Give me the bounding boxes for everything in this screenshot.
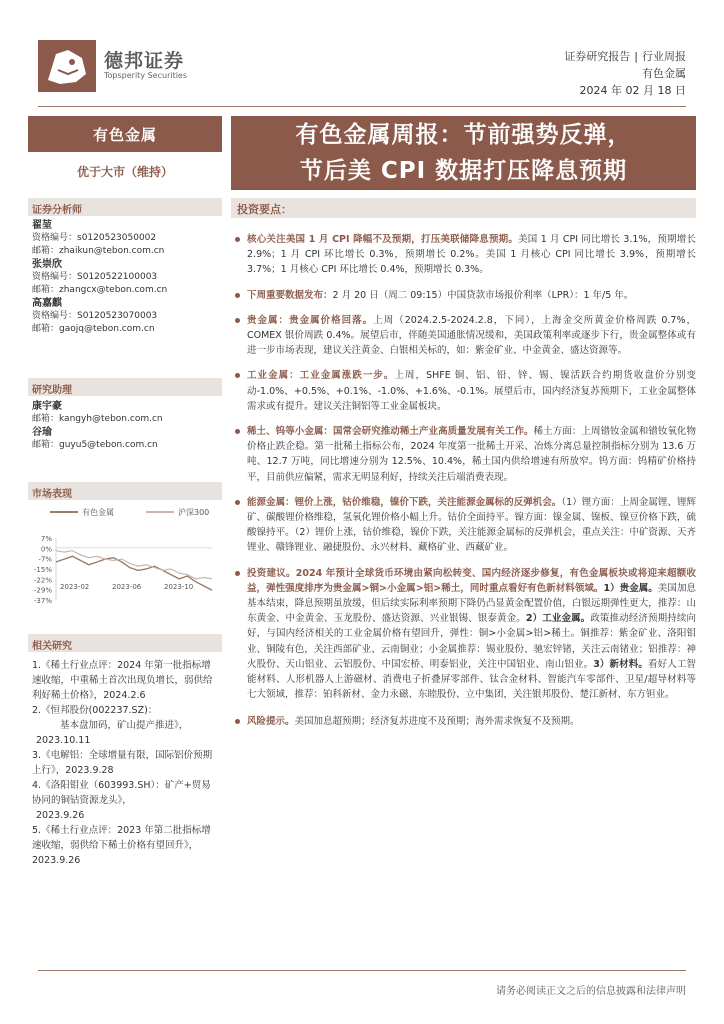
analyst <box>28 219 222 258</box>
title-line-2: 节后美 CPI 数据打压降息预期 <box>299 158 628 184</box>
keypoints-heading: 投资要点： <box>231 198 696 218</box>
analyst-name: 高嘉麒 <box>32 298 62 309</box>
market-heading: 市场表现 <box>28 482 222 500</box>
brand-name-en: Topsperity Securities <box>104 71 188 80</box>
report-type-line <box>564 48 686 65</box>
sector-label: 有色金属 <box>28 116 222 152</box>
analysts-heading: 证券分析师 <box>28 198 222 216</box>
y-tick-label: -7% <box>38 555 52 564</box>
keypoint-body: （1）锂方面：上周金属锂、锂辉矿、碳酸锂价格维稳，氢氧化锂价格小幅上升。钴价全面持平。镍方面：镍金属、镍板、镍豆价格下跌，硫酸镍持平。（2）锂价上涨，钴价维稳，镍价下跌，关注能源金属标的反弹机会，重点关注：中矿资源、天齐锂业、赣锋锂业、融捷股份、永兴材料、藏格矿业、西藏矿业。 <box>247 496 696 554</box>
keypoint-body: 看好人工智能材料、人形机器人上游磁材、消费电子折叠屏零部件、钛合金材料、智能汽车零部件、卫星/超导材料等七大领域，推荐：铂科新材、金力永磁、东睦股份、立中集团，关注银邦股份、楚江新材、东方钽业。 <box>247 658 696 701</box>
y-tick-label: -15% <box>33 566 52 574</box>
keypoint-body: 美国加息基本结束，降息预期虽放缓，但后续实际利率预期下降仍凸显黄金配置价值，白银远期弹性更大，推荐：山东黄金、中金黄金、玉龙股份、盛达资源、兴业银锡、银泰黄金。 <box>247 582 696 625</box>
assistant-email[interactable]: 邮箱：kangyh@tebon.com.cn <box>32 414 163 424</box>
assistant-list <box>28 396 222 452</box>
keypoint-lead: 贵金属：贵金属价格回落。 <box>247 314 374 326</box>
separator: | <box>634 50 638 63</box>
research-item[interactable]: 5.《稀土行业点评：2023 年第二批指标增速收缩，弱供给下稀土价格有望回升》，2023.9.26 <box>32 825 211 866</box>
assistant <box>28 400 222 426</box>
header-divider <box>38 106 686 107</box>
keypoint-body: 2 月 20 日（周二 09:15）中国贷款市场报价利率（LPR）：1 年/5 年。 <box>332 289 634 301</box>
research-heading: 相关研究 <box>28 634 222 652</box>
assistant-name: 谷瑜 <box>32 427 52 438</box>
brand-mark-icon <box>38 40 96 92</box>
research-item[interactable]: 1.《稀土行业点评：2024 年第一批指标增速收缩，中重稀土首次出现负增长，弱供给利好稀土价格》，2024.2.6 <box>32 660 213 701</box>
analyst-cert: 资格编号：S0120523070003 <box>32 311 158 321</box>
market-section <box>28 482 222 610</box>
keypoint-lead: 下周重要数据发布： <box>247 289 333 301</box>
y-tick-label: -29% <box>33 586 52 595</box>
market-chart-svg <box>28 500 222 610</box>
keypoints-list <box>231 232 696 730</box>
research-item[interactable]: 2023.10.11 <box>36 735 91 746</box>
y-tick-label: 0% <box>40 545 52 554</box>
analyst <box>28 258 222 297</box>
legend-label: 有色金属 <box>82 508 114 517</box>
analyst-email[interactable]: 邮箱：gaojq@tebon.com.cn <box>32 324 155 334</box>
analyst-email[interactable]: 邮箱：zhangcx@tebon.com.cn <box>32 285 168 295</box>
brand-logo <box>38 40 188 92</box>
series-line-1 <box>56 551 212 579</box>
analyst-cert: 资格编号：s0120523050002 <box>32 233 157 243</box>
keypoint-item <box>231 714 696 729</box>
keypoint-item <box>231 368 696 414</box>
keypoint-lead: 风险提示。 <box>247 716 295 728</box>
keypoint-subhead: 3）新材料。 <box>593 658 648 670</box>
keypoint-body: 稀土方面：上周镨钕金属和镨钕氧化物价格止跌企稳。第一批稀土指标公布，2024 年度第一批稀土开采、冶炼分离总量控制指标分别为 13.6 万吨、12.7 万吨，同比增速分别为 12.5%、10.4%，稀土国内供给增速有所放窄。钨方面：钨精矿价格持平，目前供应偏紧，需求无明显利好，持续关注后端消费表现。 <box>247 426 696 483</box>
assistant <box>28 426 222 452</box>
keypoint-item <box>231 313 696 359</box>
analyst-name: 翟堃 <box>32 220 52 231</box>
analyst-cert: 资格编号：S0120522100003 <box>32 272 158 282</box>
keypoint-lead: 能源金属：锂价上涨，钴价维稳，镍价下跌，关注能源金属标的反弹机会。 <box>247 496 562 508</box>
research-item[interactable]: 基本盘加码，矿山提产推进》， <box>60 720 189 731</box>
y-tick-label: 7% <box>40 535 52 543</box>
assistants-heading: 研究助理 <box>28 378 222 396</box>
keypoint-item <box>231 232 696 278</box>
analyst-list <box>28 216 222 336</box>
keypoint-item <box>231 424 696 485</box>
x-tick-label: 2023-10 <box>164 582 194 591</box>
y-tick-label: -37% <box>33 597 52 605</box>
brand-name-cn: 德邦证券 <box>104 50 185 72</box>
assistant-name: 康宇豪 <box>32 401 62 412</box>
y-tick-label: -22% <box>33 576 52 585</box>
title-line-1: 有色金属周报：节前强势反弹， <box>295 122 632 148</box>
keypoint-item <box>231 495 696 556</box>
rating: 优于大市（维持） <box>76 165 173 179</box>
assistant-email[interactable]: 邮箱：guyu5@tebon.com.cn <box>32 440 158 450</box>
assistants-section <box>28 378 222 452</box>
keypoint-subhead: 2）工业金属。 <box>525 613 591 625</box>
keypoint-body: 政策推动经济预期持续向好，与国内经济相关的工业金属价格有望回升，弹性：铜>小金属>铝>稀土。铜推荐：紫金矿业、洛阳钼业、铜陵有色，关注西部矿业、云南铜业；小金属推荐：锡业股份、驰宏锌锗，关注云南锗业；铝推荐：神火股份、天山铝业、云铝股份、中国宏桥、明泰铝业，关注中国铝业、南山铝业。 <box>247 613 696 670</box>
keypoint-lead: 核心关注美国 1 月 CPI 降幅不及预期，打压美联储降息预期。 <box>247 234 519 245</box>
keypoint-body: 上周，SHFE 铜、铝、铅、锌、锡、镍活跃合约期货收盘价分别变动-1.0%、+0.5%、+0.1%、-1.0%、+1.6%、-0.1%。展望后市，国内经济复苏预期下，工业金属整体需求或有提升。建议关注铜铝等工业金属板块。 <box>247 370 696 412</box>
keypoint-lead: 稀土、钨等小金属：国常会研究推动稀土产业高质量发展有关工作。 <box>247 426 534 438</box>
report-category: 行业周报 <box>642 50 686 63</box>
analyst <box>28 297 222 336</box>
keypoint-subhead: 1）贵金属。 <box>603 582 658 594</box>
footer-divider <box>38 970 686 971</box>
keypoint-body: 美国加息超预期；经济复苏进度不及预期；海外需求恢复不及预期。 <box>294 716 580 728</box>
report-type: 证券研究报告 <box>564 50 631 63</box>
keypoint-item <box>231 566 696 703</box>
report-title <box>231 116 696 190</box>
report-sector: 有色金属 <box>642 67 686 80</box>
analysts-section <box>28 198 222 336</box>
research-item[interactable]: 2023.9.26 <box>36 810 85 821</box>
analyst-email[interactable]: 邮箱：zhaikun@tebon.com.cn <box>32 246 165 256</box>
footer-disclaimer: 请务必阅读正文之后的信息披露和法律声明 <box>496 986 686 997</box>
keypoint-item <box>231 288 696 303</box>
keypoint-body: 美国 1 月 CPI 同比增长 3.1%，预期增长 2.9%；1 月 CPI 环比增长 0.3%，预期增长 0.2%。美国 1 月核心 CPI 同比增长 3.9%，预期增长 3.7%；1 月核心 CPI 环比增长 0.4%，预期增长 0.3%。 <box>247 234 696 276</box>
x-tick-label: 2023-02 <box>60 582 90 591</box>
keypoint-body: 上周（2024.2.5-2024.2.8，下同），上海金交所黄金价格周跌 0.7%，COMEX 银价周跌 0.4%。展望后市，伴随美国通胀情况缓和，美国政策利率或逐步下行，贵金属整体或有进一步市场表现，建议关注黄金、白银相关标的，如：紫金矿业、中金黄金、盛达资源等。 <box>247 314 696 357</box>
research-item[interactable]: 2.《恒邦股份(002237.SZ)： <box>32 705 158 716</box>
report-meta <box>564 48 686 99</box>
keypoint-lead: 工业金属：工业金属涨跌一步。 <box>247 370 395 382</box>
keypoint-lead: 投资建议。2024 年预计全球货币环境由紧向松转变、国内经济逐步修复，有色金属板块或将迎来超额收益，弹性强度排序为贵金属>铜>小金属>铝>稀土，同时重点看好有色新材料领域。 <box>247 567 696 594</box>
report-date: 2024 年 02 月 18 日 <box>579 84 686 97</box>
research-item[interactable]: 3.《电解铝：全球增量有限，国际铝价预期上行》，2023.9.28 <box>32 750 213 776</box>
research-list <box>28 652 222 868</box>
research-item[interactable]: 4.《洛阳钼业（603993.SH）：矿产+贸易协同的铜钴资源龙头》， <box>32 780 211 806</box>
market-chart <box>28 500 222 610</box>
x-tick-label: 2023-06 <box>112 582 142 591</box>
analyst-name: 张崇欣 <box>32 259 62 270</box>
legend-label: 沪深300 <box>178 508 210 517</box>
research-section <box>28 634 222 868</box>
